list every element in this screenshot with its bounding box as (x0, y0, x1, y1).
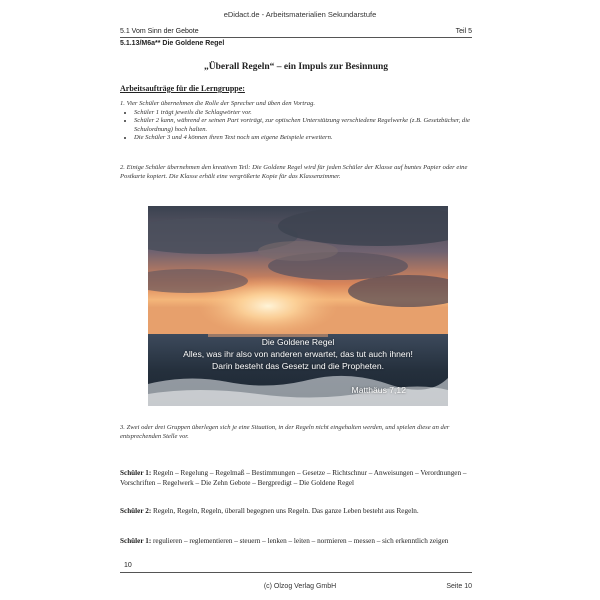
sunset-image (148, 206, 448, 406)
task-1 (120, 100, 472, 143)
photo-caption-reference: Matthäus 7,12 (351, 385, 406, 395)
task-1-bullet: • Schüler 1 trägt jeweils die Schlagwörter vor. (134, 109, 472, 118)
page-title: „Überall Regeln“ – ein Impuls zur Besinnung (203, 62, 389, 72)
page-number: 10 (124, 562, 132, 569)
task-2: 2. Einige Schüler übernehmen den kreativen Teil: Die Goldene Regel wird für jeden Schüler der Klasse auf buntes Papier oder eine Postkarte kopiert. Die Klasse erhält eine vergrößerte Kopie für das Klassenzimmer. (120, 164, 468, 180)
footer-page-label: Seite 10 (446, 583, 472, 590)
speaker-label: Schüler 1: (120, 469, 152, 477)
sunset-sea-photo (148, 206, 448, 406)
speech-text: regulieren – reglementieren – steuern – lenken – leiten – normieren – messen – sich erkenntlich zeigen (151, 537, 449, 545)
photo-caption-line-1: Alles, was ihr also von anderen erwartet, das tut auch ihnen! (183, 349, 413, 359)
site-header: eDidact.de - Arbeitsmaterialien Sekundarstufe (223, 10, 377, 19)
speech-text: Regeln, Regeln, Regeln, überall begegnen uns Regeln. Das ganze Leben besteht aus Regeln. (151, 507, 419, 515)
task-1-intro: 1. Vier Schüler übernehmen die Rolle der Sprecher und üben den Vortrag. (120, 100, 316, 107)
task-1-bullets (120, 109, 472, 143)
photo-caption-title: Die Goldene Regel (261, 337, 335, 347)
speech-paragraph (120, 536, 472, 546)
header-rule (120, 37, 472, 38)
tasks-heading: Arbeitsaufträge für die Lerngruppe: (120, 84, 245, 93)
speaker-label: Schüler 2: (120, 507, 152, 515)
task-3: 3. Zwei oder drei Gruppen überlegen sich je eine Situation, in der Regeln nicht eingehalten werden, und spielen diese an der entsprechenden Stelle vor. (120, 424, 450, 440)
part-label: Teil 5 (455, 28, 472, 35)
speech-text: Regeln – Regelung – Regelmaß – Bestimmungen – Gesetze – Richtschnur – Anweisungen – Verordnungen – Vorschriften – Regelwerk – Die Zehn Gebote – Bergpredigt – Die Goldene Regel (120, 469, 467, 487)
speech-paragraph (120, 506, 472, 516)
section-header (120, 28, 472, 35)
footer-rule (120, 572, 472, 573)
section-title: 5.1 Vom Sinn der Gebote (120, 28, 199, 35)
task-1-bullet: • Schüler 2 kann, während er seinen Part vorträgt, zur optischen Unterstützung verschiedene Regelwerke (z.B. Gesetzbücher, die Schulordnung) hoch halten. (134, 117, 472, 134)
photo-caption-line-2: Darin besteht das Gesetz und die Propheten. (212, 361, 384, 371)
subsection-title: 5.1.13/M6a** Die Goldene Regel (120, 40, 225, 47)
publisher-credit: (c) Olzog Verlag GmbH (263, 583, 337, 590)
task-1-bullet: • Die Schüler 3 und 4 können ihren Text noch um eigene Beispiele erweitern. (134, 134, 472, 143)
speaker-label: Schüler 1: (120, 537, 152, 545)
speech-paragraph (120, 468, 472, 488)
